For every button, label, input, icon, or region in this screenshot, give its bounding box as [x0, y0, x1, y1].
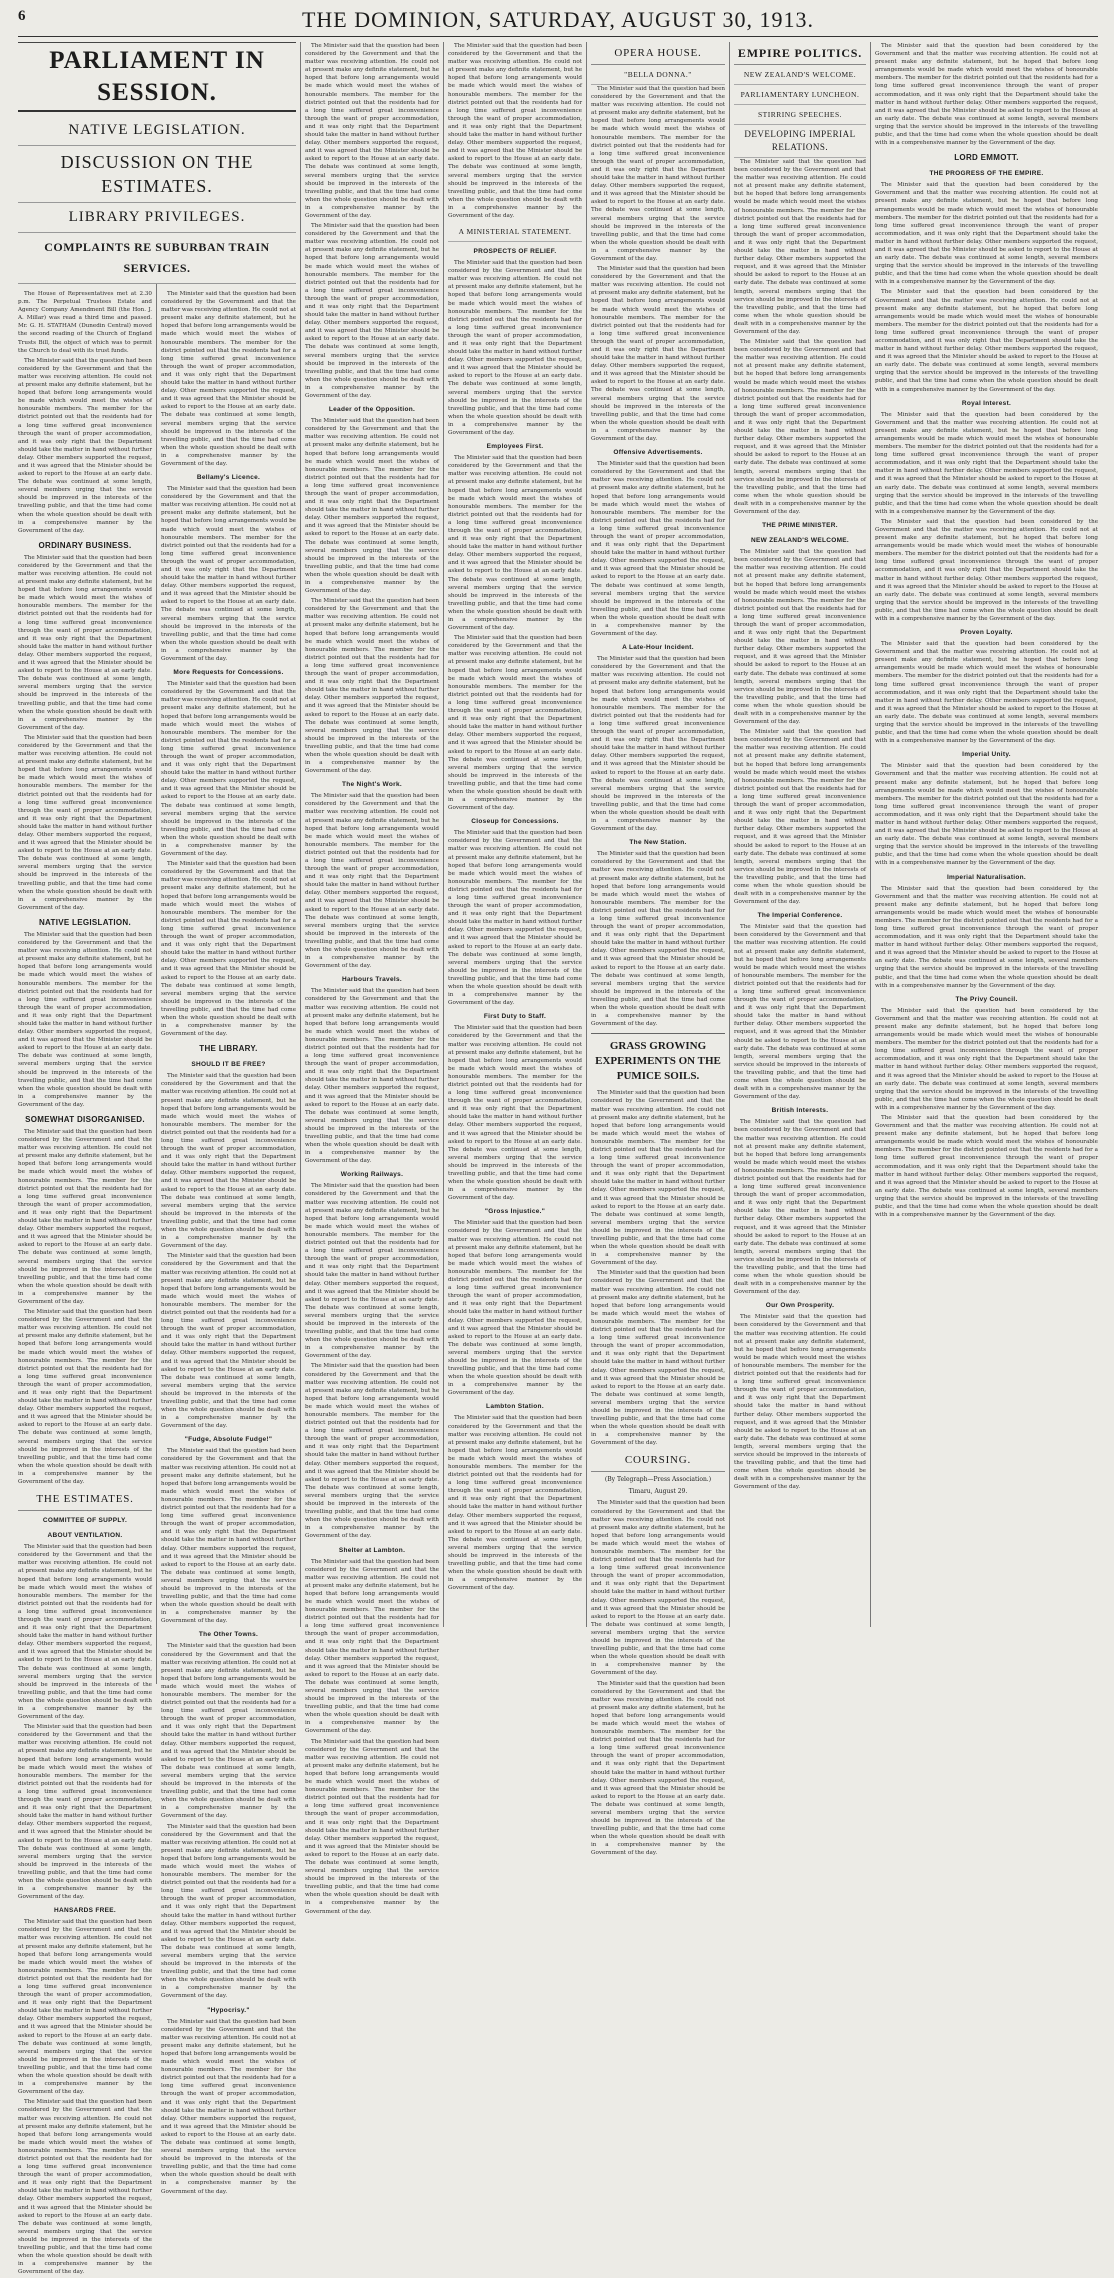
article-text: The Minister said that the question had been considered by the Government and that the matter was receiving attention. He could not at present make any definite statement, but he hoped that before long arrangements would be made which would meet the wishes of honourable members. The member for the district pointed out that the residents had for a long time suffered great inconvenience through the want of proper accommodation, and it was only right that the Department should take the matter in hand without further delay. Other members supported the request, and it was agreed that the Minister should be asked to report to the House at an early date. The debate was continued at some length, several members urging that the service should be improved in the interests of the travelling public, and that the time had come when the whole question should be dealt with in a comprehensive manner by the Government of the day. [18, 1129, 152, 1305]
article-text: The Minister said that the question had been considered by the Government and that the matter was receiving attention. He could not at present make any definite statement, but he hoped that before long arrangements would be made which would meet the wishes of honourable members. The member for the district pointed out that the residents had for a long time suffered great inconvenience through the want of proper accommodation, and it was only right that the Department should take the matter in hand without further delay. Other members supported the request, and it was agreed that the Minister should be asked to report to the House at an early date. The debate was continued at some length, several members urging that the service should be improved in the interests of the travelling public, and that the time had come when the whole question should be dealt with in a comprehensive manner by the Government of the day. [875, 1007, 1098, 1111]
headline-stirring-speeches: STIRRING SPEECHES. [734, 105, 866, 125]
subhead-lord-emmott: LORD EMMOTT. [954, 153, 1019, 163]
column-5 [591, 42, 725, 1857]
article-text: The Minister said that the question had been considered by the Government and that the matter was receiving attention. He could not at present make any definite statement, but he hoped that before long arrangements would be made which would meet the wishes of honourable members. The member for the district pointed out that the residents had for a long time suffered great inconvenience through the want of proper accommodation, and it was only right that the Department should take the matter in hand without further delay. Other members supported the request, and it was agreed that the Minister should be asked to report to the House at an early date. The debate was continued at some length, several members urging that the service should be improved in the interests of the travelling public, and that the time had come when the whole question should be dealt with in a comprehensive manner by the Government of the day. [161, 1448, 296, 1625]
article-text: The Minister said that the question had been considered by the Government and that the matter was receiving attention. He could not at present make any definite statement, but he hoped that before long arrangements would be made which would meet the wishes of honourable members. The member for the district pointed out that the residents had for a long time suffered great inconvenience through the want of proper accommodation, and it was only right that the Department should take the matter in hand without further delay. Other members supported the request, and it was agreed that the Minister should be asked to report to the House at an early date. The debate was continued at some length, several members urging that the service should be improved in the interests of the travelling public, and that the time had come when the whole question should be dealt with in a comprehensive manner by the Government of the day. [18, 1724, 152, 1901]
article-text: The Minister said that the question had been considered by the Government and that the matter was receiving attention. He could not at present make any definite statement, but he hoped that before long arrangements would be made which would meet the wishes of honourable members. The member for the district pointed out that the residents had for a long time suffered great inconvenience through the want of proper accommodation, and it was only right that the Department should take the matter in hand without further delay. Other members supported the request, and it was agreed that the Minister should be asked to report to the House at an early date. The debate was continued at some length, several members urging that the service should be improved in the interests of the travelling public, and that the time had come when the whole question should be dealt with in a comprehensive manner by the Government of the day. [161, 861, 296, 1038]
masthead [18, 6, 1098, 37]
article-text: The Minister said that the question had been considered by the Government and that the matter was receiving attention. He could not at present make any definite statement, but he hoped that before long arrangements would be made which would meet the wishes of honourable members. The member for the district pointed out that the residents had for a long time suffered great inconvenience through the want of proper accommodation, and it was only right that the Department should take the matter in hand without further delay. Other members supported the request, and it was agreed that the Minister should be asked to report to the House at an early date. The debate was continued at some length, several members urging that the service should be improved in the interests of the travelling public, and that the time had come when the whole question should be dealt with in a comprehensive manner by the Government of the day. [18, 1544, 152, 1721]
subhead-proven-loyalty: Proven Loyalty. [960, 629, 1013, 637]
article-text: The Minister said that the question had been considered by the Government and that the matter was receiving attention. He could not at present make any definite statement, but he hoped that before long arrangements would be made which would meet the wishes of honourable members. The member for the district pointed out that the residents had for a long time suffered great inconvenience through the want of proper accommodation, and it was only right that the Department should take the matter in hand without further delay. Other members supported the request, and it was agreed that the Minister should be asked to report to the House at an early date. The debate was continued at some length, several members urging that the service should be improved in the interests of the travelling public, and that the time had come when the whole question should be dealt with in a comprehensive manner by the Government of the day. [734, 729, 866, 906]
article-text: The Minister said that the question had been considered by the Government and that the matter was receiving attention. He could not at present make any definite statement, but he hoped that before long arrangements would be made which would meet the wishes of honourable members. The member for the district pointed out that the residents had for a long time suffered great inconvenience through the want of proper accommodation, and it was only right that the Department should take the matter in hand without further delay. Other members supported the request, and it was agreed that the Minister should be asked to report to the House at an early date. The debate was continued at some length, several members urging that the service should be improved in the interests of the travelling public, and that the time had come when the whole question should be dealt with in a comprehensive manner by the Government of the day. [18, 1919, 152, 2096]
article-text: The Minister said that the question had been considered by the Government and that the matter was receiving attention. He could not at present make any definite statement, but he hoped that before long arrangements would be made which would meet the wishes of honourable members. The member for the district pointed out that the residents had for a long time suffered great inconvenience through the want of proper accommodation, and it was only right that the Department should take the matter in hand without further delay. Other members supported the request, and it was agreed that the Minister should be asked to report to the House at an early date. The debate was continued at some length, several members urging that the service should be improved in the interests of the travelling public, and that the time had come when the whole question should be dealt with in a comprehensive manner by the Government of the day. [591, 1680, 725, 1857]
article-text: The Minister said that the question had been considered by the Government and that the matter was receiving attention. He could not at present make any definite statement, but he hoped that before long arrangements would be made which would meet the wishes of honourable members. The member for the district pointed out that the residents had for a long time suffered great inconvenience through the want of proper accommodation, and it was only right that the Department should take the matter in hand without further delay. Other members supported the request, and it was agreed that the Minister should be asked to report to the House at an early date. The debate was continued at some length, several members urging that the service should be improved in the interests of the travelling public, and that the time had come when the whole question should be dealt with in a comprehensive manner by the Government of the day. [18, 931, 152, 1108]
article-text: The Minister said that the question had been considered by the Government and that the matter was receiving attention. He could not at present make any definite statement, but he hoped that before long arrangements would be made which would meet the wishes of honourable members. The member for the district pointed out that the residents had for a long time suffered great inconvenience through the want of proper accommodation, and it was only right that the Department should take the matter in hand without further delay. Other members supported the request, and it was agreed that the Minister should be asked to report to the House at an early date. The debate was continued at some length, several members urging that the service should be improved in the interests of the travelling public, and that the time had come when the whole question should be dealt with in a comprehensive manner by the Government of the day. [734, 549, 866, 726]
columns [18, 42, 1098, 2276]
bella-donna-headline: "BELLA DONNA." [591, 65, 725, 85]
article-text: The Minister said that the question had been considered by the Government and that the matter was receiving attention. He could not at present make any definite statement, but he hoped that before long arrangements would be made which would meet the wishes of honourable members. The member for the district pointed out that the residents had for a long time suffered great inconvenience through the want of proper accommodation, and it was only right that the Department should take the matter in hand without further delay. Other members supported the request, and it was agreed that the Minister should be asked to report to the House at an early date. The debate was continued at some length, several members urging that the service should be improved in the interests of the travelling public, and that the time had come when the whole question should be dealt with in a comprehensive manner by the Government of the day. [875, 885, 1098, 989]
subhead-first-duty: First Duty to Staff. [483, 1013, 547, 1021]
column-6 [734, 42, 866, 1627]
article-text: The Minister said that the question had been considered by the Government and that the matter was receiving attention. He could not at present make any definite statement, but he hoped that before long arrangements would be made which would meet the wishes of honourable members. The member for the district pointed out that the residents had for a long time suffered great inconvenience through the want of proper accommodation, and it was only right that the Department should take the matter in hand without further delay. Other members supported the request, and it was agreed that the Minister should be asked to report to the House at an early date. The debate was continued at some length, several members urging that the service should be improved in the interests of the travelling public, and that the time had come when the whole question should be dealt with in a comprehensive manner by the Government of the day. [591, 1270, 725, 1447]
article-text: The Minister said that the question had been considered by the Government and that the matter was receiving attention. He could not at present make any definite statement, but he hoped that before long arrangements would be made which would meet the wishes of honourable members. The member for the district pointed out that the residents had for a long time suffered great inconvenience through the want of proper accommodation, and it was only right that the Department should take the matter in hand without further delay. Other members supported the request, and it was agreed that the Minister should be asked to report to the House at an early date. The debate was continued at some length, several members urging that the service should be improved in the interests of the travelling public, and that the time had come when the whole question should be dealt with in a comprehensive manner by the Government of the day. [161, 681, 296, 858]
article-intro: The House of Representatives met at 2.30 p.m. The Perpetual Trustees Estate and Agency Company Amendment Bill (the Hon. J. A. Millar) was read a third time and passed. Mr. G. H. STATHAM (Dunedin Central) moved the second reading of the Church of England Trusts Bill, the object of which was to permit the Church to deal with its trust funds. [18, 291, 152, 354]
article-text: The Minister said that the question had been considered by the Government and that the matter was receiving attention. He could not at present make any definite statement, but he hoped that before long arrangements would be made which would meet the wishes of honourable members. The member for the district pointed out that the residents had for a long time suffered great inconvenience through the want of proper accommodation, and it was only right that the Department should take the matter in hand without further delay. Other members supported the request, and it was agreed that the Minister should be asked to report to the House at an early date. The debate was continued at some length, several members urging that the service should be improved in the interests of the travelling public, and that the time had come when the whole question should be dealt with in a comprehensive manner by the Government of the day. [305, 1738, 439, 1915]
article-text: The Minister said that the question had been considered by the Government and that the matter was receiving attention. He could not at present make any definite statement, but he hoped that before long arrangements would be made which would meet the wishes of honourable members. The member for the district pointed out that the residents had for a long time suffered great inconvenience through the want of proper accommodation, and it was only right that the Department should take the matter in hand without further delay. Other members supported the request, and it was agreed that the Minister should be asked to report to the House at an early date. The debate was continued at some length, several members urging that the service should be improved in the interests of the travelling public, and that the time had come when the whole question should be dealt with in a comprehensive manner by the Government of the day. [305, 793, 439, 970]
empire-politics-headline: EMPIRE POLITICS. [734, 42, 866, 65]
subhead-bellamys: Bellamy's Licence. [196, 474, 261, 482]
headline-library: LIBRARY PRIVILEGES. [18, 203, 296, 233]
headline-imperial-relations: DEVELOPING IMPERIAL RELATIONS. [734, 125, 866, 158]
article-text: The Minister said that the question had been considered by the Government and that the matter was receiving attention. He could not at present make any definite statement, but he hoped that before long arrangements would be made which would meet the wishes of honourable members. The member for the district pointed out that the residents had for a long time suffered great inconvenience through the want of proper accommodation, and it was only right that the Department should take the matter in hand without further delay. Other members supported the request, and it was agreed that the Minister should be asked to report to the House at an early date. The debate was continued at some length, several members urging that the service should be improved in the interests of the travelling public, and that the time had come when the whole question should be dealt with in a comprehensive manner by the Government of the day. [305, 43, 439, 219]
article-text: The Minister said that the question had been considered by the Government and that the matter was receiving attention. He could not at present make any definite statement, but he hoped that before long arrangements would be made which would meet the wishes of honourable members. The member for the district pointed out that the residents had for a long time suffered great inconvenience through the want of proper accommodation, and it was only right that the Department should take the matter in hand without further delay. Other members supported the request, and it was agreed that the Minister should be asked to report to the House at an early date. The debate was continued at some length, several members urging that the service should be improved in the interests of the travelling public, and that the time had come when the whole question should be dealt with in a comprehensive manner by the Government of the day. [591, 656, 725, 833]
article-text: The Minister said that the question had been considered by the Government and that the matter was receiving attention. He could not at present make any definite statement, but he hoped that before long arrangements would be made which would meet the wishes of honourable members. The member for the district pointed out that the residents had for a long time suffered great inconvenience through the want of proper accommodation, and it was only right that the Department should take the matter in hand without further delay. Other members supported the request, and it was agreed that the Minister should be asked to report to the House at an early date. The debate was continued at some length, several members urging that the service should be improved in the interests of the travelling public, and that the time had come when the whole question should be dealt with in a comprehensive manner by the Government of the day. [448, 1025, 582, 1202]
column-3 [305, 42, 439, 1915]
column-1 [18, 42, 296, 2276]
article-text: The Minister said that the question had been considered by the Government and that the matter was receiving attention. He could not at present make any definite statement, but he hoped that before long arrangements would be made which would meet the wishes of honourable members. The member for the district pointed out that the residents had for a long time suffered great inconvenience through the want of proper accommodation, and it was only right that the Department should take the matter in hand without further delay. Other members supported the request, and it was agreed that the Minister should be asked to report to the House at an early date. The debate was continued at some length, several members urging that the service should be improved in the interests of the travelling public, and that the time had come when the whole question should be dealt with in a comprehensive manner by the Government of the day. [305, 1183, 439, 1360]
subhead-harbours: Harbours Travels. [341, 976, 402, 984]
headline-train-services: COMPLAINTS RE SUBURBAN TRAIN SERVICES. [18, 233, 296, 284]
subhead-imperial-unity: Imperial Unity. [962, 751, 1011, 759]
column-1a [18, 290, 152, 2278]
column-4 [448, 42, 582, 1627]
article-text: The Minister said that the question had been considered by the Government and that the matter was receiving attention. He could not at present make any definite statement, but he hoped that before long arrangements would be made which would meet the wishes of honourable members. The member for the district pointed out that the residents had for a long time suffered great inconvenience through the want of proper accommodation, and it was only right that the Department should take the matter in hand without further delay. Other members supported the request, and it was agreed that the Minister should be asked to report to the House at an early date. The debate was continued at some length, several members urging that the service should be improved in the interests of the travelling public, and that the time had come when the whole question should be dealt with in a comprehensive manner by the Government of the day. [161, 486, 296, 663]
article-text: The Minister said that the question had been considered by the Government and that the matter was receiving attention. He could not at present make any definite statement, but he hoped that before long arrangements would be made which would meet the wishes of honourable members. The member for the district pointed out that the residents had for a long time suffered great inconvenience through the want of proper accommodation, and it was only right that the Department should take the matter in hand without further delay. Other members supported the request, and it was agreed that the Minister should be asked to report to the House at an early date. The debate was continued at some length, several members urging that the service should be improved in the interests of the travelling public, and that the time had come when the whole question should be dealt with in a comprehensive manner by the Government of the day. [305, 598, 439, 775]
article-text: The Minister said that the question had been considered by the Government and that the matter was receiving attention. He could not at present make any definite statement, but he hoped that before long arrangements would be made which would meet the wishes of honourable members. The member for the district pointed out that the residents had for a long time suffered great inconvenience through the want of proper accommodation, and it was only right that the Department should take the matter in hand without further delay. Other members supported the request, and it was agreed that the Minister should be asked to report to the House at an early date. The debate was continued at some length, several members urging that the service should be improved in the interests of the travelling public, and that the time had come when the whole question should be dealt with in a comprehensive manner by the Government of the day. [734, 1314, 866, 1491]
subhead-naturalisation: Imperial Naturalisation. [946, 873, 1027, 881]
article-text: The Minister said that the question had been considered by the Government and that the matter was receiving attention. He could not at present make any definite statement, but he hoped that before long arrangements would be made which would meet the wishes of honourable members. The member for the district pointed out that the residents had for a long time suffered great inconvenience through the want of proper accommodation, and it was only right that the Department should take the matter in hand without further delay. Other members supported the request, and it was agreed that the Minister should be asked to report to the House at an early date. The debate was continued at some length, several members urging that the service should be improved in the interests of the travelling public, and that the time had come when the whole question should be dealt with in a comprehensive manner by the Government of the day. [448, 635, 582, 812]
article-text: The Minister said that the question had been considered by the Government and that the matter was receiving attention. He could not at present make any definite statement, but he hoped that before long arrangements would be made which would meet the wishes of honourable members. The member for the district pointed out that the residents had for a long time suffered great inconvenience through the want of proper accommodation, and it was only right that the Department should take the matter in hand without further delay. Other members supported the request, and it was agreed that the Minister should be asked to report to the House at an early date. The debate was continued at some length, several members urging that the service should be improved in the interests of the travelling public, and that the time had come when the whole question should be dealt with in a comprehensive manner by the Government of the day. [448, 43, 582, 219]
article-text: The Minister said that the question had been considered by the Government and that the matter was receiving attention. He could not at present make any definite statement, but he hoped that before long arrangements would be made which would meet the wishes of honourable members. The member for the district pointed out that the residents had for a long time suffered great inconvenience through the want of proper accommodation, and it was only right that the Department should take the matter in hand without further delay. Other members supported the request, and it was agreed that the Minister should be asked to report to the House at an early date. The debate was continued at some length, several members urging that the service should be improved in the interests of the travelling public, and that the time had come when the whole question should be dealt with in a comprehensive manner by the Government of the day. [875, 518, 1098, 622]
subhead-offensive-ads: Offensive Advertisements. [613, 449, 703, 457]
article-text: The Minister said that the question had been considered by the Government and that the matter was receiving attention. He could not at present make any definite statement, but he hoped that before long arrangements would be made which would meet the wishes of honourable members. The member for the district pointed out that the residents had for a long time suffered great inconvenience through the want of proper accommodation, and it was only right that the Department should take the matter in hand without further delay. Other members supported the request, and it was agreed that the Minister should be asked to report to the House at an early date. The debate was continued at some length, several members urging that the service should be improved in the interests of the travelling public, and that the time had come when the whole question should be dealt with in a comprehensive manner by the Government of the day. [18, 734, 152, 911]
article-text: The Minister said that the question had been considered by the Government and that the matter was receiving attention. He could not at present make any definite statement, but he hoped that before long arrangements would be made which would meet the wishes of honourable members. The member for the district pointed out that the residents had for a long time suffered great inconvenience through the want of proper accommodation, and it was only right that the Department should take the matter in hand without further delay. Other members supported the request, and it was agreed that the Minister should be asked to report to the House at an early date. The debate was continued at some length, several members urging that the service should be improved in the interests of the travelling public, and that the time had come when the whole question should be dealt with in a comprehensive manner by the Government of the day. [875, 641, 1098, 745]
article-text: The Minister said that the question had been considered by the Government and that the matter was receiving attention. He could not at present make any definite statement, but he hoped that before long arrangements would be made which would meet the wishes of honourable members. The member for the district pointed out that the residents had for a long time suffered great inconvenience through the want of proper accommodation, and it was only right that the Department should take the matter in hand without further delay. Other members supported the request, and it was agreed that the Minister should be asked to report to the House at an early date. The debate was continued at some length, several members urging that the service should be improved in the interests of the travelling public, and that the time had come when the whole question should be dealt with in a comprehensive manner by the Government of the day. [305, 1363, 439, 1540]
article-text: The Minister said that the question had been considered by the Government and that the matter was receiving attention. He could not at present make any definite statement, but he hoped that before long arrangements would be made which would meet the wishes of honourable members. The member for the district pointed out that the residents had for a long time suffered great inconvenience through the want of proper accommodation, and it was only right that the Department should take the matter in hand without further delay. Other members supported the request, and it was agreed that the Minister should be asked to report to the House at an early date. The debate was continued at some length, several members urging that the service should be improved in the interests of the travelling public, and that the time had come when the whole question should be dealt with in a comprehensive manner by the Government of the day. [18, 2099, 152, 2276]
article-text: The Minister said that the question had been considered by the Government and that the matter was receiving attention. He could not at present make any definite statement, but he hoped that before long arrangements would be made which would meet the wishes of honourable members. The member for the district pointed out that the residents had for a long time suffered great inconvenience through the want of proper accommodation, and it was only right that the Department should take the matter in hand without further delay. Other members supported the request, and it was agreed that the Minister should be asked to report to the House at an early date. The debate was continued at some length, several members urging that the service should be improved in the interests of the travelling public, and that the time had come when the whole question should be dealt with in a comprehensive manner by the Government of the day. [305, 1558, 439, 1735]
article-text: The Minister said that the question had been considered by the Government and that the matter was receiving attention. He could not at present make any definite statement, but he hoped that before long arrangements would be made which would meet the wishes of honourable members. The member for the district pointed out that the residents had for a long time suffered great inconvenience through the want of proper accommodation, and it was only right that the Department should take the matter in hand without further delay. Other members supported the request, and it was agreed that the Minister should be asked to report to the House at an early date. The debate was continued at some length, several members urging that the service should be improved in the interests of the travelling public, and that the time had come when the whole question should be dealt with in a comprehensive manner by the Government of the day. [448, 830, 582, 1007]
article-text: The Minister said that the question had been considered by the Government and that the matter was receiving attention. He could not at present make any definite statement, but he hoped that before long arrangements would be made which would meet the wishes of honourable members. The member for the district pointed out that the residents had for a long time suffered great inconvenience through the want of proper accommodation, and it was only right that the Department should take the matter in hand without further delay. Other members supported the request, and it was agreed that the Minister should be asked to report to the House at an early date. The debate was continued at some length, several members urging that the service should be improved in the interests of the travelling public, and that the time had come when the whole question should be dealt with in a comprehensive manner by the Government of the day. [875, 289, 1098, 393]
article-text: The Minister said that the question had been considered by the Government and that the matter was receiving attention. He could not at present make any definite statement, but he hoped that before long arrangements would be made which would meet the wishes of honourable members. The member for the district pointed out that the residents had for a long time suffered great inconvenience through the want of proper accommodation, and it was only right that the Department should take the matter in hand without further delay. Other members supported the request, and it was agreed that the Minister should be asked to report to the House at an early date. The debate was continued at some length, several members urging that the service should be improved in the interests of the travelling public, and that the time had come when the whole question should be dealt with in a comprehensive manner by the Government of the day. [591, 461, 725, 638]
headline-luncheon: PARLIAMENTARY LUNCHEON. [734, 85, 866, 105]
subhead-hansards-free: HANSARDS FREE. [54, 1907, 116, 1915]
newspaper-title: THE DOMINION, SATURDAY, AUGUST 30, 1913. [301, 7, 815, 32]
subhead-privy-council: The Privy Council. [955, 995, 1018, 1003]
subhead-ventilation: ABOUT VENTILATION. [47, 1532, 123, 1540]
subhead-shelter-lambton: Shelter at Lambton. [338, 1546, 406, 1554]
column-1b [161, 290, 296, 2198]
subhead-committee-supply: COMMITTEE OF SUPPLY. [42, 1517, 128, 1525]
subhead-fudge: "Fudge, Absolute Fudge!" [184, 1436, 273, 1444]
page-number: 6 [18, 8, 26, 24]
article-text: The Minister said that the question had been considered by the Government and that the matter was receiving attention. He could not at present make any definite statement, but he hoped that before long arrangements would be made which would meet the wishes of honourable members. The member for the district pointed out that the residents had for a long time suffered great inconvenience through the want of proper accommodation, and it was only right that the Department should take the matter in hand without further delay. Other members supported the request, and it was agreed that the Minister should be asked to report to the House at an early date. The debate was continued at some length, several members urging that the service should be improved in the interests of the travelling public, and that the time had come when the whole question should be dealt with in a comprehensive manner by the Government of the day. [448, 260, 582, 437]
article-text: The Minister said that the question had been considered by the Government and that the matter was receiving attention. He could not at present make any definite statement, but he hoped that before long arrangements would be made which would meet the wishes of honourable members. The member for the district pointed out that the residents had for a long time suffered great inconvenience through the want of proper accommodation, and it was only right that the Department should take the matter in hand without further delay. Other members supported the request, and it was agreed that the Minister should be asked to report to the House at an early date. The debate was continued at some length, several members urging that the service should be improved in the interests of the travelling public, and that the time had come when the whole question should be dealt with in a comprehensive manner by the Government of the day. [161, 2018, 296, 2195]
article-text: The Minister said that the question had been considered by the Government and that the matter was receiving attention. He could not at present make any definite statement, but he hoped that before long arrangements would be made which would meet the wishes of honourable members. The member for the district pointed out that the residents had for a long time suffered great inconvenience through the want of proper accommodation, and it was only right that the Department should take the matter in hand without further delay. Other members supported the request, and it was agreed that the Minister should be asked to report to the House at an early date. The debate was continued at some length, several members urging that the service should be improved in the interests of the travelling public, and that the time had come when the whole question should be dealt with in a comprehensive manner by the Government of the day. [591, 266, 725, 443]
subhead-working-railways: Working Railways. [340, 1171, 404, 1179]
subhead-should-it-be-free: SHOULD IT BE FREE? [191, 1061, 266, 1069]
subhead-prime-minister: THE PRIME MINISTER. [762, 522, 838, 530]
subhead-concessions: More Requests for Concessions. [173, 669, 284, 677]
headline-estimates: DISCUSSION ON THE ESTIMATES. [18, 146, 296, 203]
subhead-hypocrisy: "Hypocrisy." [207, 2006, 250, 2014]
subhead-gross-injustice: "Gross Injustice." [484, 1208, 546, 1216]
article-text: The Minister said that the question had been considered by the Government and that the matter was receiving attention. He could not at present make any definite statement, but he hoped that before long arrangements would be made which would meet the wishes of honourable members. The member for the district pointed out that the residents had for a long time suffered great inconvenience through the want of proper accommodation, and it was only right that the Department should take the matter in hand without further delay. Other members supported the request, and it was agreed that the Minister should be asked to report to the House at an early date. The debate was continued at some length, several members urging that the service should be improved in the interests of the travelling public, and that the time had come when the whole question should be dealt with in a comprehensive manner by the Government of the day. [161, 1643, 296, 1820]
dateline: Timaru, August 29. [628, 1488, 688, 1496]
press-association-line: (By Telegraph—Press Association.) [604, 1476, 712, 1484]
article-text: The Minister said that the question had been considered by the Government and that the matter was receiving attention. He could not at present make any definite statement, but he hoped that before long arrangements would be made which would meet the wishes of honourable members. The member for the district pointed out that the residents had for a long time suffered great inconvenience through the want of proper accommodation, and it was only right that the Department should take the matter in hand without further delay. Other members supported the request, and it was agreed that the Minister should be asked to report to the House at an early date. The debate was continued at some length, several members urging that the service should be improved in the interests of the travelling public, and that the time had come when the whole question should be dealt with in a comprehensive manner by the Government of the day. [305, 223, 439, 400]
article-text: The Minister said that the question had been considered by the Government and that the matter was receiving attention. He could not at present make any definite statement, but he hoped that before long arrangements would be made which would meet the wishes of honourable members. The member for the district pointed out that the residents had for a long time suffered great inconvenience through the want of proper accommodation, and it was only right that the Department should take the matter in hand without further delay. Other members supported the request, and it was agreed that the Minister should be asked to report to the House at an early date. The debate was continued at some length, several members urging that the service should be improved in the interests of the travelling public, and that the time had come when the whole question should be dealt with in a comprehensive manner by the Government of the day. [875, 763, 1098, 867]
article-text: The Minister said that the question had been considered by the Government and that the matter was receiving attention. He could not at present make any definite statement, but he hoped that before long arrangements would be made which would meet the wishes of honourable members. The member for the district pointed out that the residents had for a long time suffered great inconvenience through the want of proper accommodation, and it was only right that the Department should take the matter in hand without further delay. Other members supported the request, and it was agreed that the Minister should be asked to report to the House at an early date. The debate was continued at some length, several members urging that the service should be improved in the interests of the travelling public, and that the time had come when the whole question should be dealt with in a comprehensive manner by the Government of the day. [448, 1220, 582, 1397]
article-text: The Minister said that the question had been considered by the Government and that the matter was receiving attention. He could not at present make any definite statement, but he hoped that before long arrangements would be made which would meet the wishes of honourable members. The member for the district pointed out that the residents had for a long time suffered great inconvenience through the want of proper accommodation, and it was only right that the Department should take the matter in hand without further delay. Other members supported the request, and it was agreed that the Minister should be asked to report to the House at an early date. The debate was continued at some length, several members urging that the service should be improved in the interests of the travelling public, and that the time had come when the whole question should be dealt with in a comprehensive manner by the Government of the day. [591, 1090, 725, 1267]
subhead-lambton-station: Lambton Station. [486, 1403, 544, 1411]
article-text: The Minister said that the question had been considered by the Government and that the matter was receiving attention. He could not at present make any definite statement, but he hoped that before long arrangements would be made which would meet the wishes of honourable members. The member for the district pointed out that the residents had for a long time suffered great inconvenience through the want of proper accommodation, and it was only right that the Department should take the matter in hand without further delay. Other members supported the request, and it was agreed that the Minister should be asked to report to the House at an early date. The debate was continued at some length, several members urging that the service should be improved in the interests of the travelling public, and that the time had come when the whole question should be dealt with in a comprehensive manner by the Government of the day. [305, 988, 439, 1165]
article-text: The Minister said that the question had been considered by the Government and that the matter was receiving attention. He could not at present make any definite statement, but he hoped that before long arrangements would be made which would meet the wishes of honourable members. The member for the district pointed out that the residents had for a long time suffered great inconvenience through the want of proper accommodation, and it was only right that the Department should take the matter in hand without further delay. Other members supported the request, and it was agreed that the Minister should be asked to report to the House at an early date. The debate was continued at some length, several members urging that the service should be improved in the interests of the travelling public, and that the time had come when the whole question should be dealt with in a comprehensive manner by the Government of the day. [18, 1309, 152, 1486]
subhead-imperial-conference: The Imperial Conference. [757, 912, 843, 920]
article-text: The Minister said that the question had been considered by the Government and that the matter was receiving attention. He could not at present make any definite statement, but he hoped that before long arrangements would be made which would meet the wishes of honourable members. The member for the district pointed out that the residents had for a long time suffered great inconvenience through the want of proper accommodation, and it was only right that the Department should take the matter in hand without further delay. Other members supported the request, and it was agreed that the Minister should be asked to report to the House at an early date. The debate was continued at some length, several members urging that the service should be improved in the interests of the travelling public, and that the time had come when the whole question should be dealt with in a comprehensive manner by the Government of the day. [591, 851, 725, 1028]
article-text: The Minister said that the question had been considered by the Government and that the matter was receiving attention. He could not at present make any definite statement, but he hoped that before long arrangements would be made which would meet the wishes of honourable members. The member for the district pointed out that the residents had for a long time suffered great inconvenience through the want of proper accommodation, and it was only right that the Department should take the matter in hand without further delay. Other members supported the request, and it was agreed that the Minister should be asked to report to the House at an early date. The debate was continued at some length, several members urging that the service should be improved in the interests of the travelling public, and that the time had come when the whole question should be dealt with in a comprehensive manner by the Government of the day. [161, 1073, 296, 1250]
subhead-new-station: The New Station. [629, 839, 687, 847]
subhead-nz-welcome: NEW ZEALAND'S WELCOME. [750, 537, 850, 545]
headline-native-legislation: NATIVE LEGISLATION. [18, 116, 296, 146]
subhead-late-hour: A Late-Hour Incident. [622, 644, 694, 652]
article-text: The Minister said that the question had been considered by the Government and that the matter was receiving attention. He could not at present make any definite statement, but he hoped that before long arrangements would be made which would meet the wishes of honourable members. The member for the district pointed out that the residents had for a long time suffered great inconvenience through the want of proper accommodation, and it was only right that the Department should take the matter in hand without further delay. Other members supported the request, and it was agreed that the Minister should be asked to report to the House at an early date. The debate was continued at some length, several members urging that the service should be improved in the interests of the travelling public, and that the time had come when the whole question should be dealt with in a comprehensive manner by the Government of the day. [591, 86, 725, 262]
subhead-royal-interest: Royal Interest. [961, 399, 1012, 407]
subhead-leader-opposition: Leader of the Opposition. [328, 406, 416, 414]
article-text: The Minister said that the question had been considered by the Government and that the matter was receiving attention. He could not at present make any definite statement, but he hoped that before long arrangements would be made which would meet the wishes of honourable members. The member for the district pointed out that the residents had for a long time suffered great inconvenience through the want of proper accommodation, and it was only right that the Department should take the matter in hand without further delay. Other members supported the request, and it was agreed that the Minister should be asked to report to the House at an early date. The debate was continued at some length, several members urging that the service should be improved in the interests of the travelling public, and that the time had come when the whole question should be dealt with in a comprehensive manner by the Government of the day. [448, 1415, 582, 1592]
column-7 [875, 42, 1098, 1627]
subhead-own-prosperity: Our Own Prosperity. [765, 1302, 835, 1310]
article-text: The Minister said that the question had been considered by the Government and that the matter was receiving attention. He could not at present make any definite statement, but he hoped that before long arrangements would be made which would meet the wishes of honourable members. The member for the district pointed out that the residents had for a long time suffered great inconvenience through the want of proper accommodation, and it was only right that the Department should take the matter in hand without further delay. Other members supported the request, and it was agreed that the Minister should be asked to report to the House at an early date. The debate was continued at some length, several members urging that the service should be improved in the interests of the travelling public, and that the time had come when the whole question should be dealt with in a comprehensive manner by the Government of the day. [875, 182, 1098, 286]
article-text: The Minister said that the question had been considered by the Government and that the matter was receiving attention. He could not at present make any definite statement, but he hoped that before long arrangements would be made which would meet the wishes of honourable members. The member for the district pointed out that the residents had for a long time suffered great inconvenience through the want of proper accommodation, and it was only right that the Department should take the matter in hand without further delay. Other members supported the request, and it was agreed that the Minister should be asked to report to the House at an early date. The debate was continued at some length, several members urging that the service should be improved in the interests of the travelling public, and that the time had come when the whole question should be dealt with in a comprehensive manner by the Government of the day. [305, 418, 439, 595]
grass-growing-headline: GRASS GROWING EXPERIMENTS ON THE PUMICE SOILS. [591, 1033, 725, 1089]
subhead-progress-empire: THE PROGRESS OF THE EMPIRE. [929, 170, 1044, 178]
article-text: The Minister said that the question had been considered by the Government and that the matter was receiving attention. He could not at present make any definite statement, but he hoped that before long arrangements would be made which would meet the wishes of honourable members. The member for the district pointed out that the residents had for a long time suffered great inconvenience through the want of proper accommodation, and it was only right that the Department should take the matter in hand without further delay. Other members supported the request, and it was agreed that the Minister should be asked to report to the House at an early date. The debate was continued at some length, several members urging that the service should be improved in the interests of the travelling public, and that the time had come when the whole question should be dealt with in a comprehensive manner by the Government of the day. [734, 339, 866, 516]
subhead-employees-first: Employees First. [486, 443, 544, 451]
opera-house-headline: OPERA HOUSE. [591, 42, 725, 65]
headline-nz-welcome: NEW ZEALAND'S WELCOME. [734, 65, 866, 85]
subhead-ministerial-statement: A MINISTERIAL STATEMENT. [448, 222, 582, 242]
article-text: The Minister said that the question had been considered by the Government and that the matter was receiving attention. He could not at present make any definite statement, but he hoped that before long arrangements would be made which would meet the wishes of honourable members. The member for the district pointed out that the residents had for a long time suffered great inconvenience through the want of proper accommodation, and it was only right that the Department should take the matter in hand without further delay. Other members supported the request, and it was agreed that the Minister should be asked to report to the House at an early date. The debate was continued at some length, several members urging that the service should be improved in the interests of the travelling public, and that the time had come when the whole question should be dealt with in a comprehensive manner by the Government of the day. [591, 1500, 725, 1677]
article-text: The Minister said that the question had been considered by the Government and that the matter was receiving attention. He could not at present make any definite statement, but he hoped that before long arrangements would be made which would meet the wishes of honourable members. The member for the district pointed out that the residents had for a long time suffered great inconvenience through the want of proper accommodation, and it was only right that the Department should take the matter in hand without further delay. Other members supported the request, and it was agreed that the Minister should be asked to report to the House at an early date. The debate was continued at some length, several members urging that the service should be improved in the interests of the travelling public, and that the time had come when the whole question should be dealt with in a comprehensive manner by the Government of the day. [18, 357, 152, 534]
subhead-other-towns: The Other Towns. [198, 1631, 259, 1639]
subhead-british-interests: British Interests. [771, 1107, 829, 1115]
article-text: The Minister said that the question had been considered by the Government and that the matter was receiving attention. He could not at present make any definite statement, but he hoped that before long arrangements would be made which would meet the wishes of honourable members. The member for the district pointed out that the residents had for a long time suffered great inconvenience through the want of proper accommodation, and it was only right that the Department should take the matter in hand without further delay. Other members supported the request, and it was agreed that the Minister should be asked to report to the House at an early date. The debate was continued at some length, several members urging that the service should be improved in the interests of the travelling public, and that the time had come when the whole question should be dealt with in a comprehensive manner by the Government of the day. [875, 411, 1098, 515]
subhead-ordinary-business: ORDINARY BUSINESS. [38, 540, 132, 550]
main-headline: PARLIAMENT IN SESSION. [18, 42, 296, 112]
subhead-nights-work: The Night's Work. [342, 781, 402, 789]
subhead-estimates: THE ESTIMATES. [18, 1488, 152, 1511]
subhead-library: THE LIBRARY. [199, 1044, 258, 1054]
article-text: The Minister said that the question had been considered by the Government and that the matter was receiving attention. He could not at present make any definite statement, but he hoped that before long arrangements would be made which would meet the wishes of honourable members. The member for the district pointed out that the residents had for a long time suffered great inconvenience through the want of proper accommodation, and it was only right that the Department should take the matter in hand without further delay. Other members supported the request, and it was agreed that the Minister should be asked to report to the House at an early date. The debate was continued at some length, several members urging that the service should be improved in the interests of the travelling public, and that the time had come when the whole question should be dealt with in a comprehensive manner by the Government of the day. [161, 1253, 296, 1430]
article-text: The Minister said that the question had been considered by the Government and that the matter was receiving attention. He could not at present make any definite statement, but he hoped that before long arrangements would be made which would meet the wishes of honourable members. The member for the district pointed out that the residents had for a long time suffered great inconvenience through the want of proper accommodation, and it was only right that the Department should take the matter in hand without further delay. Other members supported the request, and it was agreed that the Minister should be asked to report to the House at an early date. The debate was continued at some length, several members urging that the service should be improved in the interests of the travelling public, and that the time had come when the whole question should be dealt with in a comprehensive manner by the Government of the day. [18, 554, 152, 731]
article-text: The Minister said that the question had been considered by the Government and that the matter was receiving attention. He could not at present make any definite statement, but he hoped that before long arrangements would be made which would meet the wishes of honourable members. The member for the district pointed out that the residents had for a long time suffered great inconvenience through the want of proper accommodation, and it was only right that the Department should take the matter in hand without further delay. Other members supported the request, and it was agreed that the Minister should be asked to report to the House at an early date. The debate was continued at some length, several members urging that the service should be improved in the interests of the travelling public, and that the time had come when the whole question should be dealt with in a comprehensive manner by the Government of the day. [734, 159, 866, 335]
subhead-prospects-relief: PROSPECTS OF RELIEF. [473, 248, 557, 256]
article-text: The Minister said that the question had been considered by the Government and that the matter was receiving attention. He could not at present make any definite statement, but he hoped that before long arrangements would be made which would meet the wishes of honourable members. The member for the district pointed out that the residents had for a long time suffered great inconvenience through the want of proper accommodation, and it was only right that the Department should take the matter in hand without further delay. Other members supported the request, and it was agreed that the Minister should be asked to report to the House at an early date. The debate was continued at some length, several members urging that the service should be improved in the interests of the travelling public, and that the time had come when the whole question should be dealt with in a comprehensive manner by the Government of the day. [875, 43, 1098, 147]
coursing-headline: COURSING. [591, 1449, 725, 1472]
subhead-closeup-concessions: Closeup for Concessions. [471, 818, 559, 826]
subhead-native-legislation: NATIVE LEGISLATION. [38, 917, 132, 927]
article-text: The Minister said that the question had been considered by the Government and that the matter was receiving attention. He could not at present make any definite statement, but he hoped that before long arrangements would be made which would meet the wishes of honourable members. The member for the district pointed out that the residents had for a long time suffered great inconvenience through the want of proper accommodation, and it was only right that the Department should take the matter in hand without further delay. Other members supported the request, and it was agreed that the Minister should be asked to report to the House at an early date. The debate was continued at some length, several members urging that the service should be improved in the interests of the travelling public, and that the time had come when the whole question should be dealt with in a comprehensive manner by the Government of the day. [448, 455, 582, 632]
article-text: The Minister said that the question had been considered by the Government and that the matter was receiving attention. He could not at present make any definite statement, but he hoped that before long arrangements would be made which would meet the wishes of honourable members. The member for the district pointed out that the residents had for a long time suffered great inconvenience through the want of proper accommodation, and it was only right that the Department should take the matter in hand without further delay. Other members supported the request, and it was agreed that the Minister should be asked to report to the House at an early date. The debate was continued at some length, several members urging that the service should be improved in the interests of the travelling public, and that the time had come when the whole question should be dealt with in a comprehensive manner by the Government of the day. [734, 1119, 866, 1296]
article-text: The Minister said that the question had been considered by the Government and that the matter was receiving attention. He could not at present make any definite statement, but he hoped that before long arrangements would be made which would meet the wishes of honourable members. The member for the district pointed out that the residents had for a long time suffered great inconvenience through the want of proper accommodation, and it was only right that the Department should take the matter in hand without further delay. Other members supported the request, and it was agreed that the Minister should be asked to report to the House at an early date. The debate was continued at some length, several members urging that the service should be improved in the interests of the travelling public, and that the time had come when the whole question should be dealt with in a comprehensive manner by the Government of the day. [875, 1114, 1098, 1219]
article-text: The Minister said that the question had been considered by the Government and that the matter was receiving attention. He could not at present make any definite statement, but he hoped that before long arrangements would be made which would meet the wishes of honourable members. The member for the district pointed out that the residents had for a long time suffered great inconvenience through the want of proper accommodation, and it was only right that the Department should take the matter in hand without further delay. Other members supported the request, and it was agreed that the Minister should be asked to report to the House at an early date. The debate was continued at some length, several members urging that the service should be improved in the interests of the travelling public, and that the time had come when the whole question should be dealt with in a comprehensive manner by the Government of the day. [161, 291, 296, 467]
article-text: The Minister said that the question had been considered by the Government and that the matter was receiving attention. He could not at present make any definite statement, but he hoped that before long arrangements would be made which would meet the wishes of honourable members. The member for the district pointed out that the residents had for a long time suffered great inconvenience through the want of proper accommodation, and it was only right that the Department should take the matter in hand without further delay. Other members supported the request, and it was agreed that the Minister should be asked to report to the House at an early date. The debate was continued at some length, several members urging that the service should be improved in the interests of the travelling public, and that the time had come when the whole question should be dealt with in a comprehensive manner by the Government of the day. [734, 924, 866, 1101]
article-text: The Minister said that the question had been considered by the Government and that the matter was receiving attention. He could not at present make any definite statement, but he hoped that before long arrangements would be made which would meet the wishes of honourable members. The member for the district pointed out that the residents had for a long time suffered great inconvenience through the want of proper accommodation, and it was only right that the Department should take the matter in hand without further delay. Other members supported the request, and it was agreed that the Minister should be asked to report to the House at an early date. The debate was continued at some length, several members urging that the service should be improved in the interests of the travelling public, and that the time had come when the whole question should be dealt with in a comprehensive manner by the Government of the day. [161, 1823, 296, 2000]
subhead-disorganised: SOMEWHAT DISORGANISED. [25, 1115, 145, 1124]
